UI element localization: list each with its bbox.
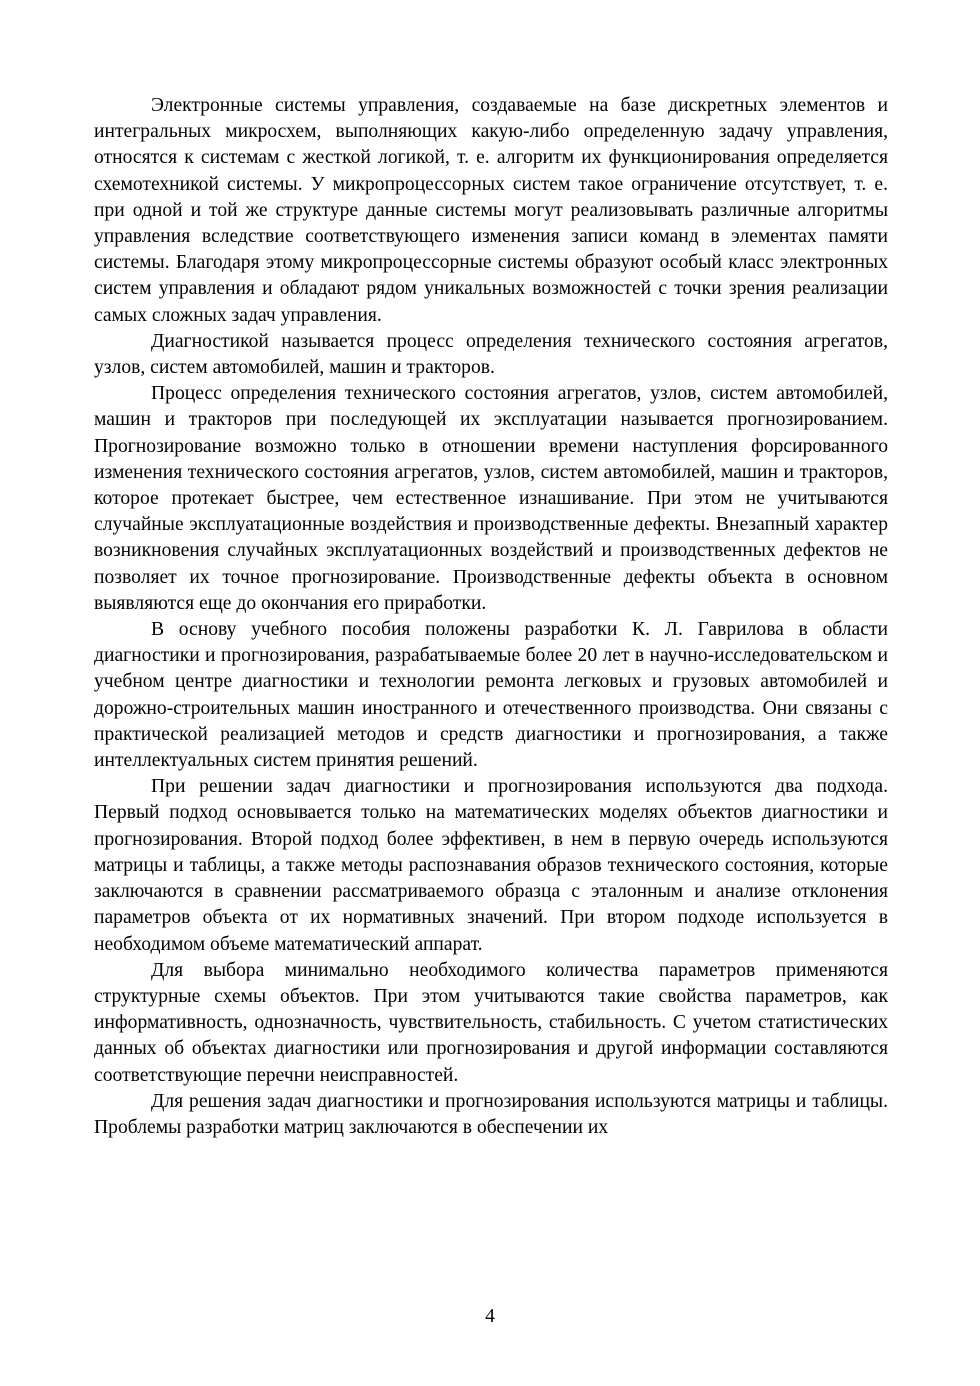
paragraph-5: При решении задач диагностики и прогнозирования используются два подхода. Первый подход основывается только на математических моделях объектов диагностики и прогнозирования. Второй подход более эффективен, в нем в первую очередь используются матрицы и таблицы, а также методы распознавания образов технического состояния, которые заключаются в сравнении рассматриваемого образца с эталонным и анализе отклонения параметров объекта от их нормативных значений. При втором подходе используется в необходимом объеме математический аппарат.	[94, 776, 888, 955]
paragraph-1: Электронные системы управления, создаваемые на базе дискретных элементов и интегральных микросхем, выполняющих какую-либо определенную задачу управления, относятся к системам с жесткой логикой, т. е. алгоритм их функционирования определяется схемотехникой системы. У микропроцессорных систем такое ограничение отсутствует, т. е. при одной и той же структуре данные системы могут реализовывать различные алгоритмы управления вследствие соответствующего изменения записи команд в элементах памяти системы. Благодаря этому микропроцессорные системы образуют особый класс электронных систем управления и обладают рядом уникальных возможностей с точки зрения реализации самых сложных задач управления.	[94, 95, 888, 326]
paragraph-2: Диагностикой называется процесс определения технического состояния агрегатов, узлов, систем автомобилей, машин и тракторов.	[94, 330, 888, 379]
body-text	[94, 93, 888, 1141]
paragraph-6: Для выбора минимально необходимого количества параметров применяются структурные схемы объектов. При этом учитываются такие свойства параметров, как информативность, однозначность, чувствительность, стабильность. С учетом статистических данных об объектах диагностики или прогнозирования и другой информации составляются соответствующие перечни неисправностей.	[94, 959, 888, 1086]
paragraph-7: Для решения задач диагностики и прогнозирования используются матрицы и таблицы. Проблемы разработки матриц заключаются в обеспечении их	[94, 1090, 888, 1138]
page-number: 4	[485, 1306, 495, 1327]
paragraph-3: Процесс определения технического состояния агрегатов, узлов, систем автомобилей, машин и тракторов при последующей их эксплуатации называется прогнозированием. Прогнозирование возможно только в отношении времени наступления форсированного изменения технического состояния агрегатов, узлов, систем автомобилей, машин и тракторов, которое протекает быстрее, чем естественное изнашивание. При этом не учитываются случайные эксплуатационные воздействия и производственные дефекты. Внезапный характер возникновения случайных эксплуатационных воздействий и производственных дефектов не позволяет их точное прогнозирование. Производственные дефекты объекта в основном выявляются еще до окончания его приработки.	[94, 383, 888, 614]
paragraph-4: В основу учебного пособия положены разработки К. Л. Гаврилова в области диагностики и прогнозирования, разрабатываемые более 20 лет в научно-исследовательском и учебном центре диагностики и технологии ремонта легковых и грузовых автомобилей и дорожно-строительных машин иностранного и отечественного производства. Они связаны с практической реализацией методов и средств диагностики и прогнозирования, а также интеллектуальных систем принятия решений.	[94, 619, 888, 772]
